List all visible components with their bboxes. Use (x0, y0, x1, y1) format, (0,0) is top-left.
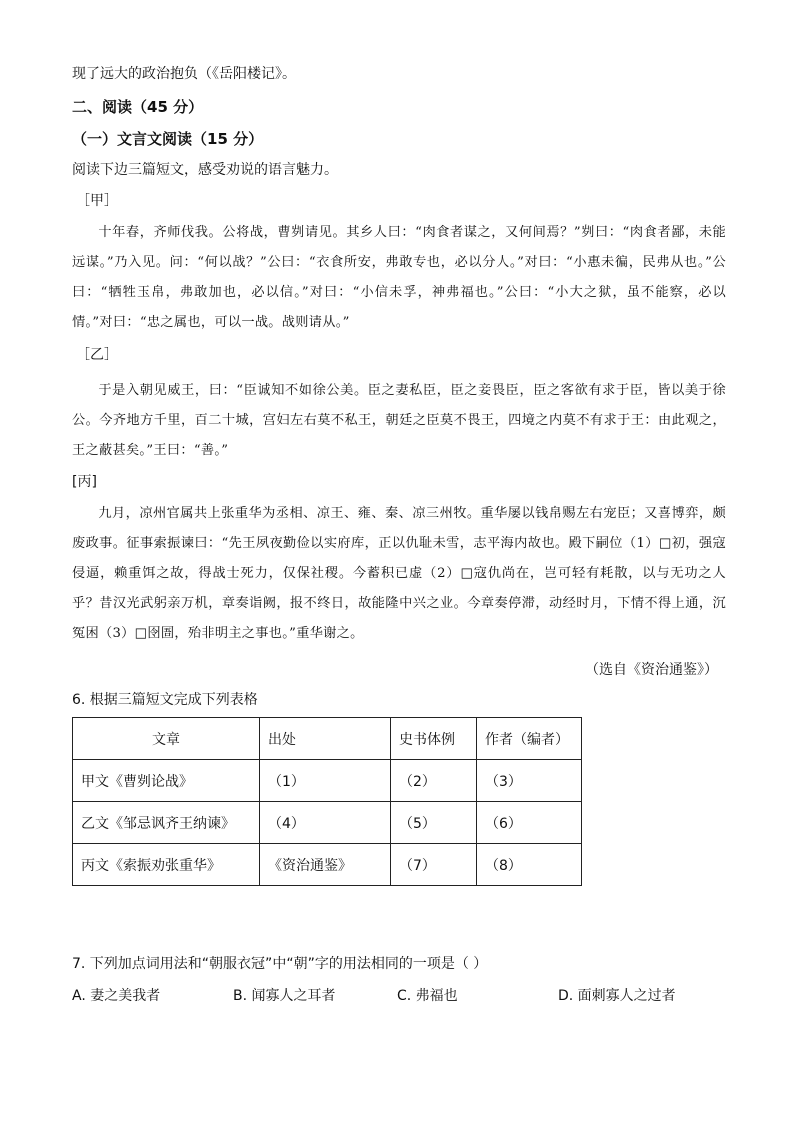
passage-bing-label: [丙] (72, 474, 97, 490)
option-d: D. 面刺寡人之过者 (558, 988, 676, 1004)
table-cell: 丙文《索振劝张重华》 (73, 844, 260, 886)
passage-yi-label: ［乙］ (76, 347, 118, 363)
continuation-line: 现了远大的政治抱负（《岳阳楼记》。 (72, 66, 296, 82)
table-header-cell: 文章 (73, 718, 260, 760)
table-cell: （4） (260, 802, 391, 844)
table-header-row (73, 718, 582, 760)
option-b: B. 闻寡人之耳者 (233, 988, 336, 1004)
table-row (73, 802, 582, 844)
passage-jia-label: ［甲］ (76, 193, 118, 209)
reading-instruction: 阅读下边三篇短文，感受劝说的语言魅力。 (72, 162, 338, 178)
question-6-table (72, 717, 582, 886)
table-cell: 《资治通鉴》 (260, 844, 391, 886)
table-cell: （1） (260, 760, 391, 802)
question-6-prompt: 6. 根据三篇短文完成下列表格 (72, 692, 258, 708)
table-header-cell: 史书体例 (391, 718, 477, 760)
table-cell: （6） (477, 802, 582, 844)
source-note: （选自《资治通鉴》） (585, 662, 718, 678)
table-cell: （8） (477, 844, 582, 886)
table-cell: （3） (477, 760, 582, 802)
table-cell: 甲文《曹刿论战》 (73, 760, 260, 802)
subsection-heading-classical: （一）文言文阅读（15 分） (72, 130, 264, 148)
option-a: A. 妻之美我者 (72, 988, 161, 1004)
table-cell: （2） (391, 760, 477, 802)
section-heading-reading: 二、阅读（45 分） (72, 98, 204, 116)
table-header-cell: 作者（编者） (477, 718, 582, 760)
table-cell: 乙文《邹忌讽齐王纳谏》 (73, 802, 260, 844)
table-row (73, 760, 582, 802)
passage-yi-text: 于是入朝见威王，曰：“臣诚知不如徐公美。臣之妻私臣，臣之妾畏臣，臣之客欲有求于臣，皆以美于徐公。今齐地方千里，百二十城，宫妇左右莫不私王，朝廷之臣莫不畏王，四境之内莫不有求于王：由此观之，王之蔽甚矣。”王曰：“善。” (72, 383, 726, 458)
table-cell: （7） (391, 844, 477, 886)
table-row (73, 844, 582, 886)
option-c: C. 弗福也 (397, 988, 458, 1004)
question-7-prompt: 7. 下列加点词用法和“朝服衣冠”中“朝”字的用法相同的一项是（ ） (72, 956, 488, 972)
passage-bing-text: 九月，凉州官属共上张重华为丞相、凉王、雍、秦、凉三州牧。重华屡以钱帛赐左右宠臣；又喜博弈，颇废政事。征事索振谏曰：“先王夙夜勤俭以实府库，正以仇耻未雪，志平海内故也。殿下嗣位（1）□初，强寇侵逼，赖重饵之故，得战士死力，仅保社稷。今蓄积已虚（2）□寇仇尚在，岂可轻有耗散，以与无功之人乎？昔汉光武躬亲万机，章奏诣阙，报不终日，故能隆中兴之业。今章奏停滞，动经时月，下情不得上通，沉冤困（3）□囹圄，殆非明主之事也。”重华谢之。 (72, 506, 726, 641)
table-cell: （5） (391, 802, 477, 844)
table-header-cell: 出处 (260, 718, 391, 760)
passage-jia-text: 十年春，齐师伐我。公将战，曹刿请见。其乡人曰：“肉食者谋之，又何间焉？”刿曰：“肉食者鄙，未能远谋。”乃入见。问：“何以战？”公曰：“衣食所安，弗敢专也，必以分人。”对曰：“小惠未徧，民弗从也。”公曰：“牺牲玉帛，弗敢加也，必以信。”对曰：“小信未孚，神弗福也。”公曰：“小大之狱，虽不能察，必以情。”对曰：“忠之属也，可以一战。战则请从。” (72, 225, 726, 330)
